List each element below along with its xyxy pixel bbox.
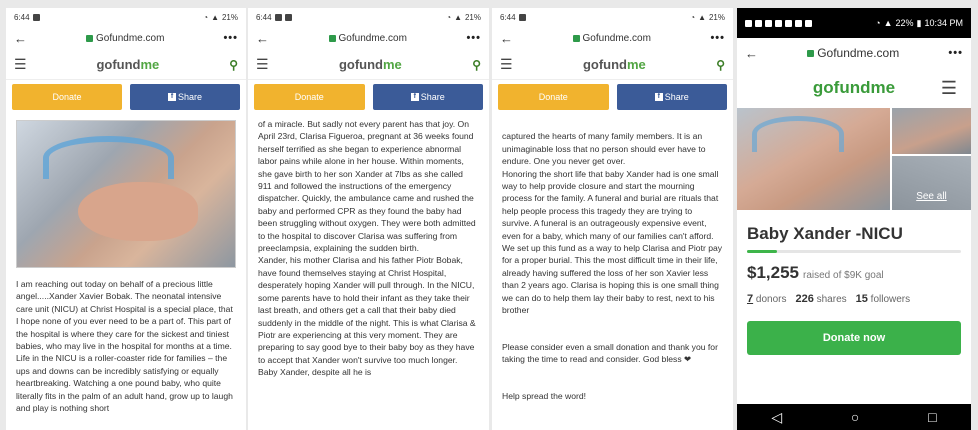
status-bar — [492, 8, 733, 26]
back-arrow-icon[interactable]: ← — [256, 30, 269, 46]
signal-icon: ▲ — [454, 12, 462, 22]
hamburger-menu-icon[interactable]: ☰ — [256, 56, 269, 72]
status-bar — [737, 8, 971, 38]
url-display[interactable] — [573, 33, 651, 44]
facebook-icon: f — [411, 93, 419, 101]
url-display[interactable] — [329, 33, 407, 44]
lock-icon — [573, 35, 580, 42]
lock-icon — [807, 50, 814, 57]
progress-fill — [747, 250, 777, 253]
see-all-link[interactable]: See all — [916, 191, 947, 202]
url-display[interactable] — [807, 46, 899, 60]
campaign-title: Baby Xander -NICU — [747, 224, 903, 243]
shares-stat: 226 shares — [795, 293, 847, 305]
hamburger-menu-icon[interactable]: ☰ — [940, 77, 957, 98]
progress-bar — [747, 250, 961, 253]
url-text: Gofundme.com — [582, 32, 651, 44]
gofundme-logo[interactable]: gofundme — [338, 57, 402, 72]
phone-screen-3 — [492, 8, 733, 430]
search-icon[interactable]: ⚲ — [716, 57, 725, 72]
raised-summary — [737, 253, 971, 283]
story-text — [492, 114, 733, 419]
notification-icon — [275, 14, 282, 21]
nav-back-icon[interactable]: ◁ — [771, 408, 783, 425]
nav-recents-icon[interactable]: □ — [928, 409, 937, 425]
battery-level: 21% — [221, 12, 238, 22]
facebook-notification-icon — [285, 14, 292, 21]
signal-icon: ▲ — [211, 12, 219, 22]
gallery-side — [892, 108, 971, 210]
browser-url-bar — [492, 26, 733, 50]
phone-screen-1 — [6, 8, 246, 430]
raised-goal-text: raised of $9K goal — [803, 270, 884, 281]
gallery-thumbnail[interactable] — [892, 108, 971, 154]
video-notification-icon — [805, 20, 812, 27]
status-time: 6:44 — [14, 12, 30, 22]
action-buttons — [248, 80, 489, 114]
url-text: Gofundme.com — [817, 46, 900, 60]
story-spread-word: Help spread the word! — [502, 391, 587, 402]
browser-url-bar — [248, 26, 489, 50]
gofundme-logo[interactable]: gofundme — [582, 57, 646, 72]
facebook-icon: f — [168, 93, 176, 101]
gofundme-logo[interactable]: gofundme — [96, 57, 160, 72]
facebook-notification-icon — [755, 20, 762, 27]
gallery-main-photo[interactable] — [737, 108, 890, 210]
site-header — [248, 50, 489, 80]
signal-icon: ▲ — [883, 18, 893, 28]
site-header — [6, 50, 246, 80]
campaign-photo[interactable] — [16, 120, 236, 268]
back-arrow-icon[interactable]: ← — [500, 30, 513, 46]
facebook-notification-icon — [765, 20, 772, 27]
battery-level: 21% — [708, 12, 725, 22]
status-time: 6:44 — [500, 12, 516, 22]
lock-icon — [86, 35, 93, 42]
back-arrow-icon[interactable]: ← — [745, 45, 758, 61]
url-display[interactable] — [86, 33, 164, 44]
see-all-tile[interactable] — [892, 156, 971, 210]
site-header — [737, 68, 971, 108]
facebook-notification-icon — [775, 20, 782, 27]
search-icon[interactable]: ⚲ — [472, 57, 481, 72]
wifi-icon: ◔ — [203, 12, 209, 22]
notification-icon — [519, 14, 526, 21]
more-options-icon[interactable]: ••• — [223, 32, 238, 44]
phone-screen-2 — [248, 8, 489, 430]
action-buttons — [6, 80, 246, 114]
status-bar — [248, 8, 489, 26]
hamburger-menu-icon[interactable]: ☰ — [14, 56, 27, 72]
back-arrow-icon[interactable]: ← — [14, 30, 27, 46]
wifi-icon: ◔ — [446, 12, 452, 22]
gofundme-logo[interactable]: gofundme — [812, 78, 896, 97]
notification-icon — [795, 20, 802, 27]
story-closing: Please consider even a small donation and thank you for taking the time to read and consider. God bless ❤ — [502, 341, 718, 365]
notification-icon — [33, 14, 40, 21]
more-options-icon[interactable]: ••• — [948, 47, 963, 59]
image-notification-icon — [785, 20, 792, 27]
facebook-notification-icon — [745, 20, 752, 27]
donate-button[interactable]: Donate — [12, 84, 122, 110]
signal-icon: ▲ — [698, 12, 706, 22]
url-text: Gofundme.com — [338, 32, 407, 44]
action-buttons — [492, 80, 733, 114]
more-options-icon[interactable]: ••• — [710, 32, 725, 44]
donate-button[interactable]: Donate — [254, 84, 365, 110]
share-button[interactable]: f Share — [130, 84, 240, 110]
share-button[interactable]: f Share — [617, 84, 728, 110]
search-icon[interactable]: ⚲ — [229, 57, 238, 72]
site-header — [492, 50, 733, 80]
more-options-icon[interactable]: ••• — [466, 32, 481, 44]
status-time: 10:34 PM — [924, 18, 963, 28]
android-nav-bar — [737, 404, 971, 430]
battery-icon: ▮ — [916, 17, 922, 28]
raised-amount: $1,255 — [747, 263, 799, 282]
status-bar — [6, 8, 246, 26]
hamburger-menu-icon[interactable]: ☰ — [500, 56, 513, 72]
nav-home-icon[interactable]: ○ — [850, 409, 860, 425]
followers-stat: 15 followers — [855, 293, 911, 305]
url-text: Gofundme.com — [96, 32, 165, 44]
battery-level: 22% — [895, 18, 914, 28]
donate-now-button[interactable]: Donate now — [747, 321, 961, 355]
wifi-icon: ◔ — [875, 18, 881, 28]
donors-stat[interactable]: 7 donors — [747, 293, 787, 305]
battery-level: 21% — [464, 12, 481, 22]
browser-url-bar — [6, 26, 246, 50]
browser-url-bar — [737, 38, 971, 68]
status-time: 6:44 — [256, 12, 272, 22]
wifi-icon: ◔ — [690, 12, 696, 22]
story-text: I am reaching out today on behalf of a precious little angel.....Xander Xavier Bobak. The neonatal intensive care unit (NICU) at Christ Hospital is a special place, that I hope none of you ever need to be a part of. This part of the hospital is where they care for the sickest and tiniest babies, who may live in the hospital for months at a time. Life in the NICU is a roller-coaster ride for families – the ups and downs can be incredibly satisfying or equally heartbreaking. Watching a one pound baby, who quite literally fits in the palm of an adult hand, grow up to laugh and play is nothing short — [16, 279, 233, 414]
photo-gallery — [737, 108, 971, 210]
campaign-stats — [737, 283, 971, 315]
story-paragraph: captured the hearts of many family members. It is an unimaginable loss that no person should ever have to endure. One you never get over. Honoring the short life that baby Xander had is one small way to help provide closure and start the mourning process for the family. A funeral and burial are rituals that help people process this tragedy they are trying to survive. A funeral is an outrageously expensive event, even for a baby, which many of our families can't afford. We set up this fund as a way to help Clarisa and Piotr pay for a proper burial. This the most difficult time in their life, already having suffered the loss of her son Xavier less than 2 years ago. Clarisa is hoping this is one small thing we can do to help them lay their baby to rest, next to his brother — [502, 131, 723, 316]
donate-button[interactable]: Donate — [498, 84, 609, 110]
lock-icon — [329, 35, 336, 42]
story-text: of a miracle. But sadly not every parent has that joy. On April 23rd, Clarisa Figueroa, pregnant at 36 weeks found herself terrified as she began to experience abnormal labor pains while alone in her house. Within moments, she gave birth to her son Xander at 7lbs as she called 911 and followed the instructions of the emergency dispatcher. Quickly, the ambulance came and rushed the baby and performed CPR as they found the baby had been struggling without oxygen. They were both admitted to the hospital to discover Clarisa was suffering from preeclampsia, explaining the sudden birth. Xander, his mother Clarisa and his father Piotr Bobak, have found themselves staying at Christ Hospital, desperately hoping Xander will pull through. In the NICU, some parents have to hold their infant as they take their last breath, and others get a call that their baby died suddenly in the middle of the night. This is what Clarisa & Piotr are experiencing at this very moment. They are preparing to say good bye to their baby boy as they have to accept that Xander won't survive too much longer. Baby Xander, despite all he is — [258, 119, 476, 378]
phone-screen-4 — [737, 8, 971, 430]
facebook-icon: f — [655, 93, 663, 101]
share-button[interactable]: f Share — [373, 84, 484, 110]
